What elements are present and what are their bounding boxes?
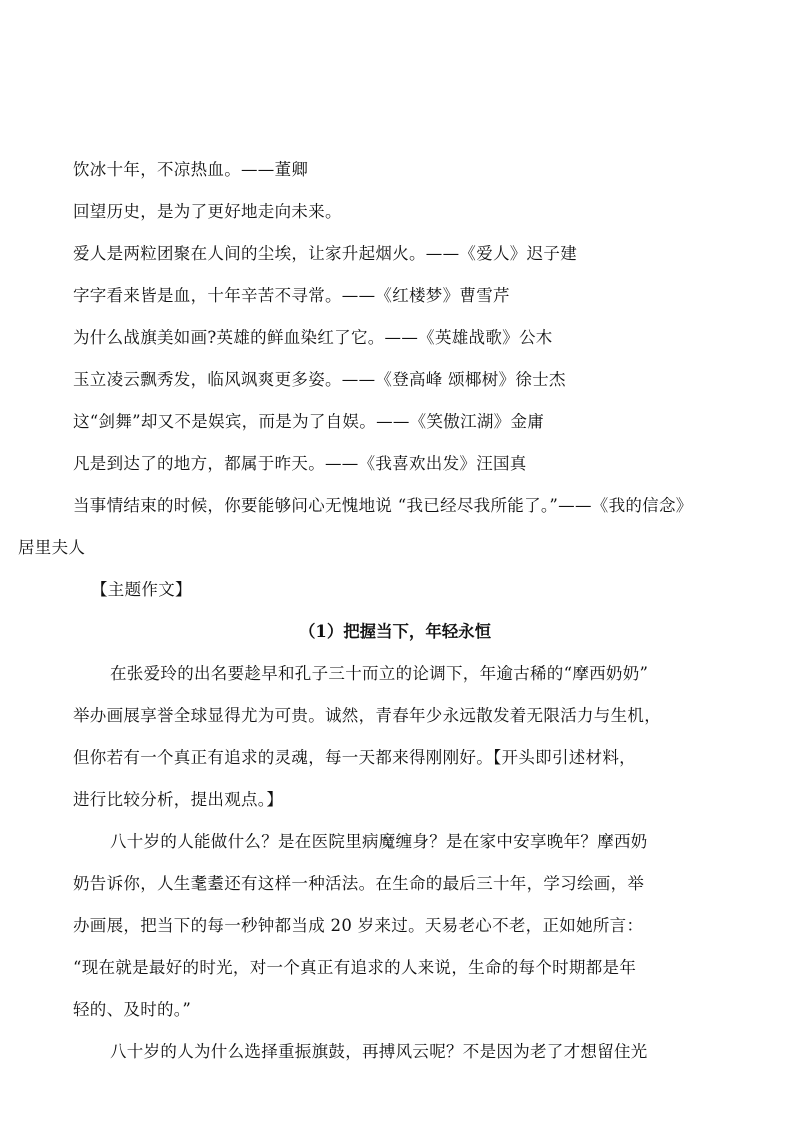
paragraph-line: 奶告诉你，人生耄耋还有这样一种活法。在生命的最后三十年，学习绘画，举 <box>73 874 645 893</box>
paragraph-line: 八十岁的人能做什么？是在医院里病魔缠身？是在家中安享晚年？摩西奶 <box>110 832 648 851</box>
quote-line: 爱人是两粒团聚在人间的尘埃，让家升起烟火。——《爱人》迟子建 <box>73 244 577 263</box>
essay-title: （1）把握当下，年轻永恒 <box>298 622 492 641</box>
paragraph-line: “现在就是最好的时光，对一个真正有追求的人来说，生命的每个时期都是年 <box>73 958 637 977</box>
quote-line: 饮冰十年，不凉热血。——董卿 <box>73 160 309 179</box>
quote-line: 字字看来皆是血，十年辛苦不寻常。——《红楼梦》曹雪芹 <box>73 286 510 305</box>
paragraph-line: 在张爱玲的出名要趁早和孔子三十而立的论调下，年逾古稀的“摩西奶奶” <box>110 664 649 683</box>
quote-line: 玉立凌云飘秀发，临风飒爽更多姿。——《登高峰 颂椰树》徐士杰 <box>73 370 566 389</box>
quote-line: 回望历史，是为了更好地走向未来。 <box>73 202 342 221</box>
quote-line: 当事情结束的时候，你要能够问心无愧地说 “我已经尽我所能了。”——《我的信念》 <box>73 496 693 515</box>
paragraph-line: 举办画展享誉全球显得尤为可贵。诚然，青春年少永远散发着无限活力与生机， <box>73 706 661 725</box>
paragraph-line: 轻的、及时的。” <box>73 1000 192 1019</box>
quote-line: 为什么战旗美如画?英雄的鲜血染红了它。——《英雄战歌》公木 <box>73 328 553 347</box>
section-heading: 【主题作文】 <box>91 580 192 599</box>
quote-line-continued: 居里夫人 <box>18 538 86 557</box>
paragraph-line: 办画展，把当下的每一秒钟都当成 20 岁来过。天易老心不老，正如她所言： <box>73 916 644 935</box>
quote-line: 凡是到达了的地方，都属于昨天。——《我喜欢出发》汪国真 <box>73 454 527 473</box>
paragraph-line: 进行比较分析，提出观点。】 <box>73 790 284 809</box>
paragraph-line: 但你若有一个真正有追求的灵魂，每一天都来得刚刚好。【开头即引述材料， <box>73 748 636 767</box>
quote-line: 这“剑舞”却又不是娱宾，而是为了自娱。——《笑傲江湖》金庸 <box>73 412 545 431</box>
paragraph-line: 八十岁的人为什么选择重振旗鼓，再搏风云呢？不是因为老了才想留住光 <box>110 1042 648 1061</box>
